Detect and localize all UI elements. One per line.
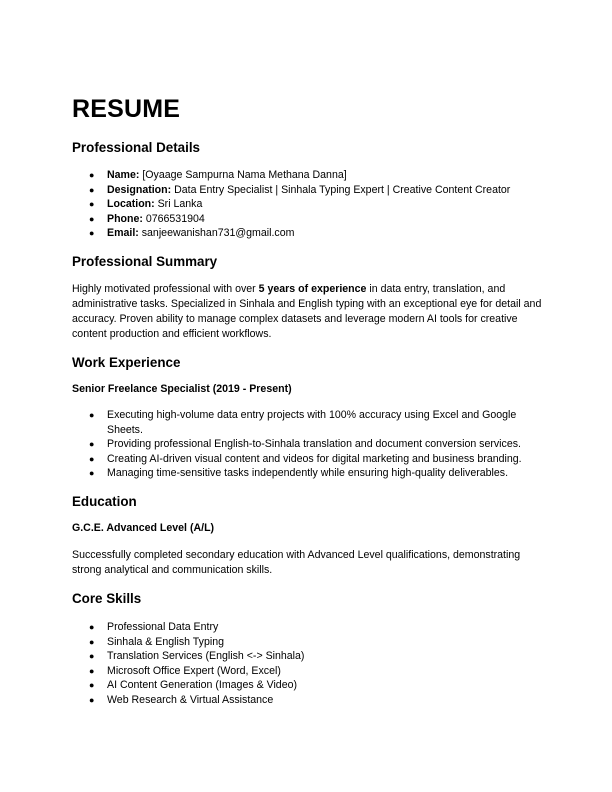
detail-label: Location:: [107, 198, 155, 211]
bullet-icon: ●: [89, 468, 95, 479]
bullet-icon: ●: [89, 651, 95, 662]
detail-email: [72, 226, 544, 241]
skill-text: Sinhala & English Typing: [107, 635, 225, 648]
work-list: [72, 408, 544, 481]
summary-text-before: Highly motivated professional with over: [72, 282, 259, 295]
list-item: [72, 693, 544, 708]
bullet-icon: ●: [89, 213, 95, 224]
bullet-icon: ●: [89, 453, 95, 464]
detail-label: Designation:: [107, 183, 172, 196]
skill-text: Web Research & Virtual Assistance: [107, 693, 274, 706]
bullet-icon: ●: [89, 199, 95, 210]
resume-title: RESUME: [72, 95, 181, 123]
list-item: [72, 466, 544, 481]
detail-value: sanjeewanishan731@gmail.com: [138, 227, 295, 240]
summary-emphasis: 5 years of experience: [258, 282, 367, 295]
education-description: Successfully completed secondary education with Advanced Level qualifications, demonstrating strong analytical and communication skills.: [72, 548, 521, 576]
bullet-icon: ●: [89, 621, 95, 632]
list-item: [72, 408, 544, 437]
bullet-icon: ●: [89, 170, 95, 180]
list-item: [72, 452, 544, 467]
work-heading: Work Experience: [72, 354, 181, 370]
professional-details-list: [72, 168, 544, 241]
resume-page: [72, 95, 544, 708]
detail-value: [Oyaage Sampurna Nama Methana Danna]: [139, 169, 347, 181]
detail-name: [72, 168, 544, 183]
job-title: Senior Freelance Specialist (2019 - Present): [72, 382, 292, 395]
work-item-text: Creating AI-driven visual content and videos for digital marketing and business branding.: [107, 452, 522, 465]
work-item-text: Executing high-volume data entry projects with 100% accuracy using Excel and Google Sheets.: [107, 408, 517, 436]
bullet-icon: ●: [89, 439, 95, 450]
detail-value: Sri Lanka: [154, 198, 203, 211]
detail-phone: [72, 212, 544, 227]
bullet-icon: ●: [89, 680, 95, 691]
skill-text: AI Content Generation (Images & Video): [107, 679, 298, 692]
education-qualification: G.C.E. Advanced Level (A/L): [72, 521, 215, 534]
skills-heading: Core Skills: [72, 590, 142, 606]
bullet-icon: ●: [89, 694, 95, 705]
summary-text-after: in data entry, translation, and administrative tasks. Specialized in Sinhala and English typing with an exceptional eye for detail and accuracy. Proven ability to manage complex datasets and leverage modern AI tools for creative content production and efficient workflows.: [72, 282, 542, 340]
detail-location: [72, 197, 544, 212]
professional-details-heading: Professional Details: [72, 140, 201, 155]
detail-value: Data Entry Specialist | Sinhala Typing Expert | Creative Content Creator: [171, 183, 511, 196]
list-item: [72, 678, 544, 693]
detail-label: Email:: [107, 227, 139, 240]
bullet-icon: ●: [89, 228, 95, 239]
bullet-icon: ●: [89, 409, 95, 420]
skill-text: Microsoft Office Expert (Word, Excel): [107, 664, 281, 677]
bullet-icon: ●: [89, 665, 95, 676]
list-item: [72, 620, 544, 635]
list-item: [72, 635, 544, 650]
work-item-text: Managing time-sensitive tasks independently while ensuring high-quality deliverables.: [107, 467, 509, 480]
bullet-icon: ●: [89, 636, 95, 647]
detail-label: Name:: [107, 169, 140, 181]
skills-list: [72, 620, 544, 708]
detail-designation: [72, 183, 544, 198]
education-heading: Education: [72, 493, 137, 509]
list-item: [72, 664, 544, 679]
bullet-icon: ●: [89, 184, 95, 195]
work-item-text: Providing professional English-to-Sinhala translation and document conversion services.: [107, 438, 521, 451]
detail-label: Phone:: [107, 212, 143, 225]
summary-heading: Professional Summary: [72, 253, 218, 269]
list-item: [72, 649, 544, 664]
skill-text: Translation Services (English <-> Sinhala): [107, 650, 305, 663]
skill-text: Professional Data Entry: [107, 620, 219, 633]
summary-paragraph: [72, 282, 544, 342]
list-item: [72, 437, 544, 452]
detail-value: 0766531904: [142, 212, 205, 225]
